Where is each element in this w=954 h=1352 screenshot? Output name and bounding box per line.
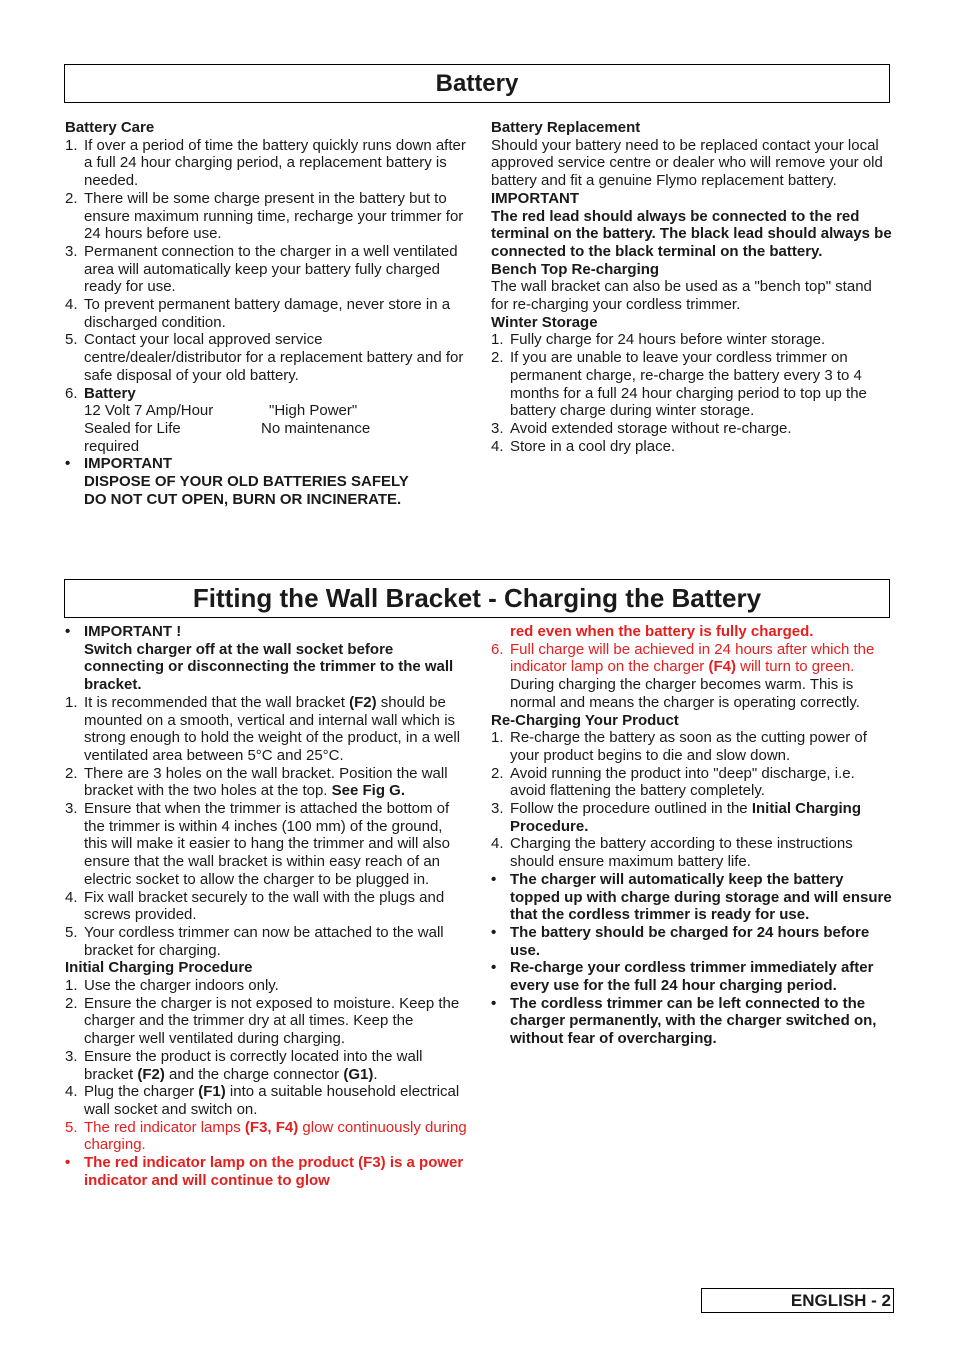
battery-spec-row: Sealed for Life No maintenance	[84, 419, 371, 437]
list-item: 4. To prevent permanent battery damage, never store in a discharged condition.	[65, 296, 451, 331]
list-item: 3. Follow the procedure outlined in the Initial Charging Procedure.	[491, 800, 861, 835]
power-indicator-note: • The red indicator lamp on the product (F3) is a power indicator and will continue to glow	[65, 1154, 464, 1189]
list-item: 2. Avoid running the product into "deep" discharge, i.e. avoid flattening the battery completely.	[491, 764, 855, 800]
wall-bracket-column	[65, 623, 467, 1190]
list-item: 4. Fix wall bracket securely to the wall with the plugs and screws provided.	[65, 888, 445, 924]
power-indicator-note-continued: red even when the battery is fully charged.	[510, 623, 814, 640]
list-item: 5. Your cordless trimmer can now be attached to the wall bracket for charging.	[65, 923, 444, 959]
list-item: • The battery should be charged for 24 hours before use.	[491, 923, 870, 959]
important-title: IMPORTANT	[491, 189, 580, 207]
battery-care-column	[65, 119, 467, 508]
list-item: 1. Use the charger indoors only.	[65, 977, 279, 995]
list-item: 3. Ensure the product is correctly located into the wall bracket (F2) and the charge connector (G1).	[65, 1047, 423, 1083]
recharging-title: Re-Charging Your Product	[491, 711, 679, 729]
battery-replacement-column	[491, 119, 893, 455]
list-item: 5. The red indicator lamps (F3, F4) glow continuously during charging.	[65, 1118, 467, 1154]
battery-replacement-text: Should your battery need to be replaced contact your local approved service centre or dealer who will remove your old battery and fit a genuine Flymo replacement battery.	[491, 136, 883, 190]
bench-top-text: The wall bracket can also be used as a "bench top" stand for re-charging your cordless trimmer.	[491, 278, 872, 314]
list-item: 1. It is recommended that the wall bracket (F2) should be mounted on a smooth, vertical and internal wall which is strong enough to hold the weight of the product, in a well ventilated area between 5°C and 25°C.	[65, 693, 461, 764]
page-number: ENGLISH - 2	[701, 1288, 894, 1313]
battery-care-title: Battery Care	[65, 119, 155, 136]
list-item: 2. Ensure the charger is not exposed to moisture. Keep the charger and the trimmer dry at all times. Keep the charger well ventilated during charging.	[65, 994, 460, 1048]
list-item: 3. Ensure that when the trimmer is attached the bottom of the trimmer is within 4 inches (100 mm) of the ground, this will make it easier to hang the trimmer and will also ensure that the wall bracket is within easy reach of an electric socket to allow the charger to be plugged in.	[65, 800, 450, 888]
list-item: 1. Re-charge the battery as soon as the cutting power of your product begins to die and slow down.	[491, 729, 867, 764]
battery-spec-row: 12 Volt 7 Amp/Hour "High Power"	[84, 402, 358, 420]
wall-bracket-heading: Fitting the Wall Bracket - Charging the Battery	[64, 579, 890, 618]
list-item: 2. There are 3 holes on the wall bracket. Position the wall bracket with the two holes at the top. See Fig G.	[65, 764, 448, 800]
list-item: 3. Avoid extended storage without re-charge.	[491, 419, 792, 437]
list-item: 4. Plug the charger (F1) into a suitable household electrical wall socket and switch on.	[65, 1083, 460, 1118]
battery-spec-item: 6. Battery	[65, 384, 136, 402]
list-item: 4. Store in a cool dry place.	[491, 437, 676, 455]
important-text: The red lead should always be connected to the red terminal on the battery. The black lead should always be connected to the black terminal on the battery.	[491, 207, 892, 260]
bench-top-title: Bench Top Re-charging	[491, 260, 660, 278]
list-item: 4. Charging the battery according to these instructions should ensure maximum battery life.	[491, 835, 853, 871]
battery-spec-row: required	[84, 437, 140, 455]
list-item: • The cordless trimmer can be left connected to the charger permanently, with the charger switched on, without fear of overcharging.	[491, 994, 877, 1048]
list-item: 2. If you are unable to leave your cordless trimmer on permanent charge, re-charge the battery every 3 to 4 months for a full 24 hour charging period to top up the battery charge during winter storage.	[491, 349, 867, 420]
list-item: 5. Contact your local approved service centre/dealer/distributor for a replacement battery and for safe disposal of your old battery.	[65, 331, 464, 384]
battery-heading: Battery	[64, 64, 890, 103]
battery-replacement-title: Battery Replacement	[491, 119, 641, 136]
winter-storage-title: Winter Storage	[491, 313, 598, 331]
disposal-warning: • IMPORTANT DISPOSE OF YOUR OLD BATTERIES SAFELY DO NOT CUT OPEN, BURN OR INCINERATE.	[65, 455, 409, 508]
list-item: 1. Fully charge for 24 hours before winter storage.	[491, 331, 826, 349]
list-item: 6. Full charge will be achieved in 24 hours after which the indicator lamp on the charger (F4) will turn to green. During charging the charger becomes warm. This is normal and means the charger is operating correctly.	[491, 640, 875, 711]
list-item: • The charger will automatically keep the battery topped up with charge during storage and will ensure that the cordless trimmer is ready for use.	[491, 870, 892, 924]
list-item: 2. There will be some charge present in the battery but to ensure maximum running time, recharge your trimmer for 24 hours before use.	[65, 189, 464, 243]
recharge-column	[491, 623, 893, 1048]
switch-off-warning: • IMPORTANT ! Switch charger off at the wall socket before connecting or disconnecting the trimmer to the wall bracket.	[65, 623, 454, 694]
initial-charging-title: Initial Charging Procedure	[65, 959, 253, 977]
list-item: • Re-charge your cordless trimmer immediately after every use for the full 24 hour charging period.	[491, 959, 874, 995]
list-item: 1. If over a period of time the battery quickly runs down after a full 24 hour charging period, a replacement battery is needed.	[65, 136, 466, 190]
list-item: 3. Permanent connection to the charger in a well ventilated area will automatically keep your battery fully charged ready for use.	[65, 242, 458, 296]
